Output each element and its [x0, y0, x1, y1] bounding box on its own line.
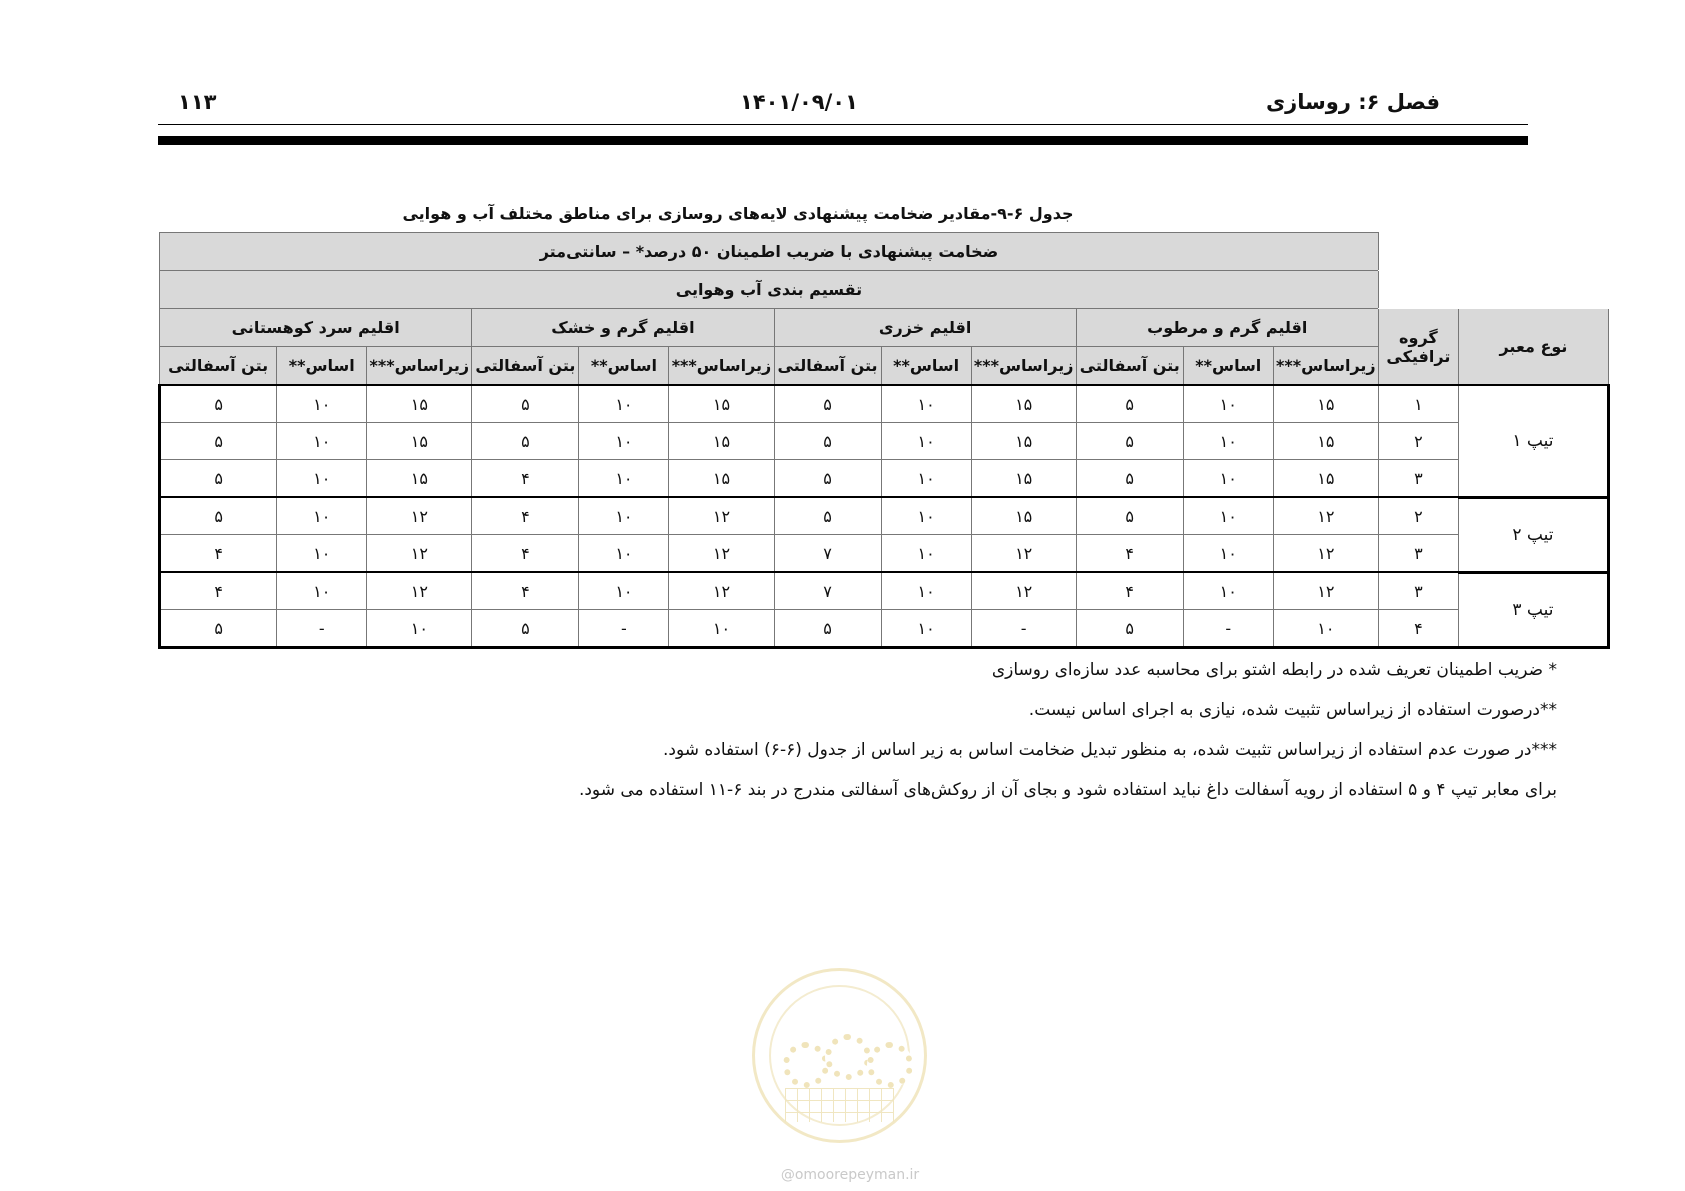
pavement-thickness-table: [158, 232, 1610, 649]
road-type-cell: تیپ ۳: [1458, 572, 1608, 648]
value-cell: ۵: [1076, 423, 1183, 460]
value-cell: ۱۵: [669, 385, 774, 423]
value-cell: ۵: [160, 385, 277, 423]
value-cell: ۵: [1076, 385, 1183, 423]
value-cell: ۵: [1076, 497, 1183, 535]
value-cell: ۱۵: [669, 423, 774, 460]
value-cell: ۱۲: [1273, 535, 1378, 573]
value-cell: ۵: [1076, 460, 1183, 498]
header-layer: زیراساس***: [1273, 347, 1378, 386]
traffic-group-cell: ۴: [1378, 610, 1458, 648]
value-cell: ۱۵: [367, 460, 472, 498]
value-cell: ۱۲: [669, 535, 774, 573]
value-cell: -: [277, 610, 367, 648]
chapter-title: فصل ۶: روسازی: [1265, 90, 1440, 114]
traffic-group-cell: ۳: [1378, 535, 1458, 573]
value-cell: ۱۰: [277, 572, 367, 610]
value-cell: ۱۲: [971, 535, 1076, 573]
value-cell: ۵: [160, 423, 277, 460]
table-caption: جدول ۶-۹-مقادیر ضخامت پیشنهادی لایه‌های روسازی برای مناطق مختلف آب و هوایی: [402, 204, 1074, 223]
traffic-group-cell: ۱: [1378, 385, 1458, 423]
header-climate-division: تقسیم بندی آب وهوایی: [160, 271, 1379, 309]
value-cell: ۱۵: [971, 497, 1076, 535]
value-cell: ۱۲: [367, 497, 472, 535]
watermark-url: @omoorepeyman.ir: [780, 1167, 920, 1183]
gear-icon: [783, 1042, 829, 1088]
header-layer: بتن آسفالتی: [472, 347, 579, 386]
value-cell: ۱۰: [277, 460, 367, 498]
value-cell: ۴: [472, 535, 579, 573]
value-cell: ۱۲: [367, 572, 472, 610]
value-cell: ۱۵: [1273, 460, 1378, 498]
value-cell: ۱۰: [1183, 535, 1273, 573]
header-road-type: نوع معبر: [1458, 309, 1608, 386]
value-cell: ۱۰: [881, 535, 971, 573]
value-cell: ۵: [774, 385, 881, 423]
header-rule-thin: [158, 124, 1528, 125]
header-layer: زیراساس***: [367, 347, 472, 386]
value-cell: ۱۰: [277, 535, 367, 573]
traffic-group-cell: ۳: [1378, 572, 1458, 610]
header-layer: بتن آسفالتی: [774, 347, 881, 386]
road-type-cell: تیپ ۲: [1458, 497, 1608, 572]
header-climate-4: اقلیم سرد کوهستانی: [160, 309, 472, 347]
table-row: [160, 497, 1609, 535]
value-cell: -: [579, 610, 669, 648]
value-cell: ۱۵: [1273, 385, 1378, 423]
header-layer: زیراساس***: [971, 347, 1076, 386]
value-cell: ۱۰: [367, 610, 472, 648]
value-cell: ۵: [774, 460, 881, 498]
value-cell: ۱۰: [579, 385, 669, 423]
value-cell: ۱۰: [277, 497, 367, 535]
value-cell: ۱۵: [669, 460, 774, 498]
document-date: ۱۴۰۱/۰۹/۰۱: [740, 90, 858, 114]
gear-icon: [825, 1034, 871, 1080]
header-rule-thick: [158, 136, 1528, 145]
traffic-group-cell: ۳: [1378, 460, 1458, 498]
value-cell: ۱۲: [1273, 497, 1378, 535]
table-row: [160, 610, 1609, 648]
value-cell: ۱۰: [1183, 497, 1273, 535]
header-layer: اساس**: [579, 347, 669, 386]
value-cell: ۱۰: [1183, 572, 1273, 610]
value-cell: ۱۰: [579, 497, 669, 535]
page-header: [158, 90, 1440, 118]
table-notes: [357, 650, 1557, 810]
value-cell: -: [1183, 610, 1273, 648]
value-cell: ۴: [160, 572, 277, 610]
value-cell: ۵: [160, 460, 277, 498]
page-number: ۱۱۳: [178, 90, 217, 114]
traffic-group-cell: ۲: [1378, 423, 1458, 460]
value-cell: ۵: [774, 497, 881, 535]
header-climate-1: اقلیم گرم و مرطوب: [1076, 309, 1378, 347]
watermark-grid-icon: [785, 1088, 894, 1122]
header-layer: بتن آسفالتی: [1076, 347, 1183, 386]
value-cell: ۵: [160, 497, 277, 535]
value-cell: ۴: [1076, 535, 1183, 573]
value-cell: ۱۰: [579, 460, 669, 498]
header-climate-2: اقلیم خزری: [774, 309, 1076, 347]
value-cell: ۱۲: [971, 572, 1076, 610]
value-cell: ۱۰: [881, 610, 971, 648]
value-cell: ۱۲: [1273, 572, 1378, 610]
gear-icon: [867, 1042, 913, 1088]
watermark-logo: [752, 968, 927, 1143]
value-cell: ۴: [1076, 572, 1183, 610]
header-traffic-group-line1: گروه: [1399, 327, 1438, 347]
note-3: ***در صورت عدم استفاده از زیراساس تثبیت شده، به منظور تبدیل ضخامت اساس به زیر اساس از جدول (۶-۶) استفاده شود.: [663, 740, 1557, 760]
value-cell: ۱۰: [277, 385, 367, 423]
value-cell: ۱۵: [367, 385, 472, 423]
value-cell: -: [971, 610, 1076, 648]
value-cell: ۱۲: [367, 535, 472, 573]
value-cell: ۴: [160, 535, 277, 573]
value-cell: ۱۲: [669, 572, 774, 610]
value-cell: ۵: [160, 610, 277, 648]
value-cell: ۱۵: [367, 423, 472, 460]
value-cell: ۱۵: [971, 423, 1076, 460]
table-row: [160, 535, 1609, 573]
value-cell: ۴: [472, 497, 579, 535]
value-cell: ۱۰: [669, 610, 774, 648]
value-cell: ۱۰: [881, 423, 971, 460]
value-cell: ۵: [774, 610, 881, 648]
traffic-group-cell: ۲: [1378, 497, 1458, 535]
header-layer: اساس**: [1183, 347, 1273, 386]
value-cell: ۷: [774, 572, 881, 610]
table-row: [160, 460, 1609, 498]
header-climate-3: اقلیم گرم و خشک: [472, 309, 774, 347]
value-cell: ۱۵: [971, 385, 1076, 423]
value-cell: ۵: [774, 423, 881, 460]
value-cell: ۱۰: [579, 423, 669, 460]
value-cell: ۱۰: [881, 497, 971, 535]
header-layer: بتن آسفالتی: [160, 347, 277, 386]
header-traffic-group-line2: ترافیکی: [1386, 346, 1451, 366]
value-cell: ۱۰: [1183, 385, 1273, 423]
value-cell: ۵: [472, 385, 579, 423]
note-2: **درصورت استفاده از زیراساس تثبیت شده، نیازی به اجرای اساس نیست.: [1028, 700, 1557, 720]
value-cell: ۴: [472, 460, 579, 498]
value-cell: ۱۵: [971, 460, 1076, 498]
value-cell: ۱۰: [1273, 610, 1378, 648]
value-cell: ۷: [774, 535, 881, 573]
value-cell: ۵: [472, 610, 579, 648]
value-cell: ۵: [472, 423, 579, 460]
road-type-cell: تیپ ۱: [1458, 385, 1608, 497]
value-cell: ۱۰: [579, 572, 669, 610]
header-layer: اساس**: [277, 347, 367, 386]
value-cell: ۱۰: [881, 572, 971, 610]
note-4: برای معابر تیپ ۴ و ۵ استفاده از رویه آسفالت داغ نباید استفاده شود و بجای آن از روکش‌های آسفالتی مندرج در بند ۶-۱۱ استفاده می شود.: [578, 780, 1557, 800]
header-traffic-group: [1378, 309, 1458, 386]
value-cell: ۱۵: [1273, 423, 1378, 460]
value-cell: ۱۰: [277, 423, 367, 460]
note-1: * ضریب اطمینان تعریف شده در رابطه اشتو برای محاسبه عدد سازه‌ای روسازی: [991, 660, 1557, 680]
table-row: [160, 572, 1609, 610]
value-cell: ۱۰: [881, 460, 971, 498]
header-blank: [1378, 233, 1608, 271]
value-cell: ۱۲: [669, 497, 774, 535]
value-cell: ۱۰: [1183, 423, 1273, 460]
header-layer: اساس**: [881, 347, 971, 386]
value-cell: ۴: [472, 572, 579, 610]
table-row: [160, 423, 1609, 460]
value-cell: ۵: [1076, 610, 1183, 648]
header-blank: [1378, 271, 1608, 309]
value-cell: ۱۰: [579, 535, 669, 573]
value-cell: ۱۰: [881, 385, 971, 423]
header-thickness: ضخامت پیشنهادی با ضریب اطمینان ۵۰ درصد* – سانتی‌متر: [160, 233, 1379, 271]
header-layer: زیراساس***: [669, 347, 774, 386]
table-row: [160, 385, 1609, 423]
value-cell: ۱۰: [1183, 460, 1273, 498]
